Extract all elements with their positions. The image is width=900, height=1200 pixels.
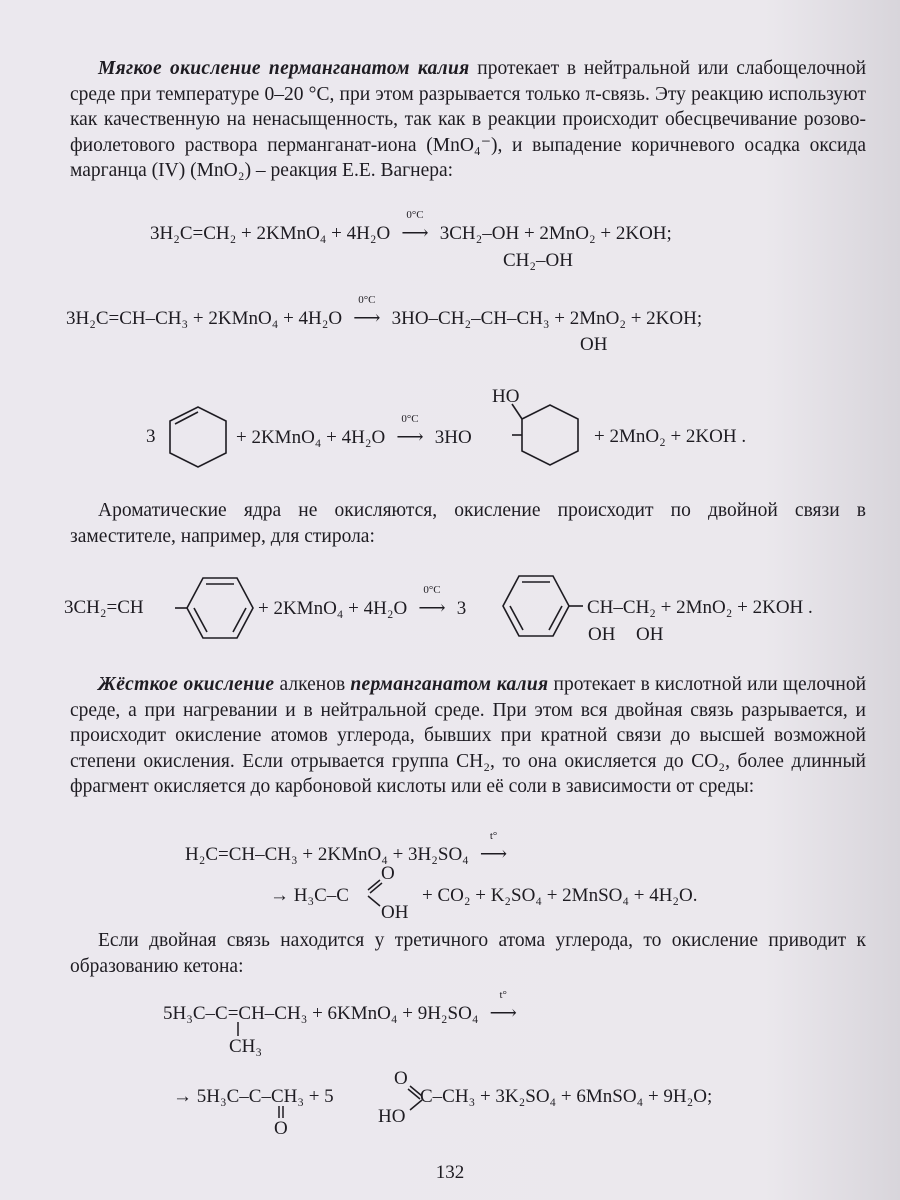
equation-reactants: 3H₂C=CH–CH₃ + 2KMnO₄ + 4H₂O xyxy=(66,308,343,329)
hydroxyl-group: OH xyxy=(580,334,608,355)
equation-byproducts: + 2MnO₂ + 2KOH; xyxy=(554,308,703,329)
reaction-arrow: 0°С ⟶ xyxy=(395,222,435,245)
reaction-condition: 0°С xyxy=(406,209,424,221)
paragraph-text: алкенов xyxy=(274,674,351,695)
reaction-condition: 0°С xyxy=(423,584,441,596)
equation-methylbutene xyxy=(163,989,523,1025)
paragraph-text: Ароматические ядра не окисляются, окисление происходит по двойной связи в заместителе, например, для стирола: xyxy=(70,500,866,547)
reaction-arrow: t° ⟶ xyxy=(483,1002,523,1025)
equation-propene xyxy=(66,294,703,330)
paragraph-text: Если двойная связь находится у третичного атома углерода, то окисление приводит к образованию кетона: xyxy=(70,930,866,977)
acid-chain: C–CH₃ xyxy=(420,1086,476,1107)
equation-byproducts: + 3K₂SO₄ + 6MnSO₄ + 9H₂O; xyxy=(479,1086,713,1107)
carbonyl-oxygen: O xyxy=(381,863,395,884)
benzene-ring-styrene xyxy=(175,572,260,644)
equation-byproducts: + 2MnO₂ + 2KOH . xyxy=(660,597,813,618)
equation-byproducts: + CO₂ + K₂SO₄ + 2MnSO₄ + 4H₂O. xyxy=(422,885,698,906)
equation-products-line: → H₃C–C xyxy=(270,885,349,906)
term-hard-oxidation: Жёсткое окисление xyxy=(98,674,275,695)
reaction-condition: t° xyxy=(499,989,507,1001)
equation-reactants: + 2KMnO₄ + 4H₂O xyxy=(258,598,408,619)
reaction-arrow: 0°С ⟶ xyxy=(412,597,452,620)
equation-product: 3CH₂–OH xyxy=(439,223,520,244)
styrene-formula: 3CH₂=CH xyxy=(64,597,144,618)
equation-coefficient: 3 xyxy=(456,598,467,619)
acetic-acid-chain xyxy=(420,1086,712,1108)
acid-hydroxyl: HO xyxy=(378,1106,406,1127)
equation-cyclohexene xyxy=(236,413,472,449)
term-permanganate: перманганатом калия xyxy=(350,674,549,695)
methyl-group: CH₃ xyxy=(229,1036,263,1057)
acid-carbonyl-oxygen: O xyxy=(394,1068,408,1089)
equation-byproducts: + 2MnO₂ + 2KOH; xyxy=(523,223,672,244)
equation-byproducts: + 2MnO₂ + 2KOH . xyxy=(594,426,747,447)
equation-reactants: 5H₃C–C=CH–CH₃ + 6KMnO₄ + 9H₂SO₄ xyxy=(163,1003,479,1024)
diol-chain: CH–CH₂ xyxy=(587,597,656,618)
page-number: 132 xyxy=(435,1162,465,1183)
hydroxyl-group: OH xyxy=(636,624,664,645)
product-prefix: 3HO xyxy=(434,427,472,448)
reaction-arrow: 0°С ⟶ xyxy=(390,426,430,449)
hydroxyl-group: OH xyxy=(588,624,616,645)
paragraph-text: протекает в нейтральной или слабощелочной среде при температуре 0–20 °С, при этом разрывается только π-связь. Эту реакцию используют как качественную на ненасыщенность, так как в реакции происходит обесцвечивание розово-фиолетового раствора перманганат-иона (MnO₄⁻), и выпадение коричневого осадка оксида марганца (IV) (MnO₂) – реакция Е.Е. Вагнера: xyxy=(70,58,866,181)
equation-reactants: H₂C=CH–CH₃ + 2KMnO₄ + 3H₂SO₄ xyxy=(185,844,469,865)
equation-products-line: → 5H₃C–C–CH₃ + 5 xyxy=(173,1086,334,1107)
reaction-arrow: 0°С ⟶ xyxy=(347,307,387,330)
equation-ethylene xyxy=(150,209,672,245)
hydroxyl-group: HO xyxy=(492,386,520,407)
reaction-arrow: t° ⟶ xyxy=(474,843,514,866)
ketone-oxygen: O xyxy=(274,1118,288,1139)
cyclohexanediol-ring xyxy=(510,392,590,472)
paragraph-ketone xyxy=(70,928,866,979)
equation-product: 3HO–CH₂–CH–CH₃ xyxy=(391,308,550,329)
equation-styrene xyxy=(258,584,467,620)
equation-reactants: 3H₂C=CH₂ + 2KMnO₄ + 4H₂O xyxy=(150,223,391,244)
reaction-condition: 0°С xyxy=(401,413,419,425)
equation-propene-acid xyxy=(185,830,514,866)
paragraph-hard-oxidation xyxy=(70,672,866,800)
benzene-ring-product xyxy=(495,570,587,642)
term-soft-oxidation: Мягкое окисление перманганатом калия xyxy=(98,58,470,79)
equation-reactants: + 2KMnO₄ + 4H₂O xyxy=(236,427,386,448)
paragraph-text: протекает в кислотной или щелочной среде, а при нагревании и в нейтральной среде. При этом вся двойная связь разрывается, и происходит окисление атомов углерода, бывших при кратной связи до высшей возможной степени окисления. Если отрывается группа CH₂, то она окисляется до CO₂, более длинный фрагмент окисляется до карбоновой кислоты или её соли в зависимости от среды: xyxy=(70,674,867,797)
cyclohexene-ring xyxy=(158,404,238,474)
product-chain xyxy=(587,597,813,619)
reaction-condition: t° xyxy=(489,830,498,842)
paragraph-soft-oxidation xyxy=(70,56,866,184)
paragraph-aromatic xyxy=(70,498,866,549)
hydroxyl-group: OH xyxy=(381,902,409,923)
reaction-condition: 0°С xyxy=(358,294,376,306)
equation-product-second-line: CH₂–OH xyxy=(503,250,573,271)
equation-coefficient: 3 xyxy=(146,426,156,447)
